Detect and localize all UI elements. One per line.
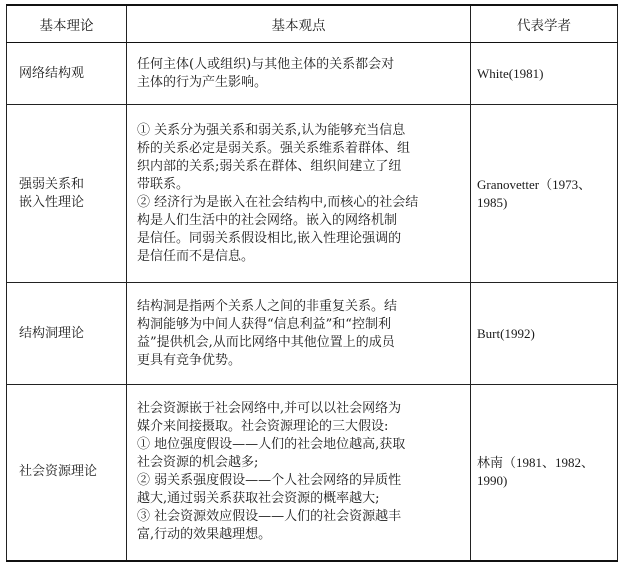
theory-cell xyxy=(7,385,127,561)
scholar-text: 1990) xyxy=(477,473,508,489)
scholar-cell xyxy=(471,283,618,385)
viewpoint-line: ② 弱关系强度假设——个人社会网络的异质性 xyxy=(137,473,402,489)
table-row xyxy=(7,43,618,105)
viewpoint-cell xyxy=(127,385,471,561)
theory-text: 强弱关系和 xyxy=(19,176,85,192)
theory-cell xyxy=(7,43,127,105)
scholar-cell xyxy=(471,105,618,283)
header-theory: 基本理论 xyxy=(7,5,127,43)
viewpoint-line: 带联系。 xyxy=(137,176,190,192)
scholar-cell xyxy=(471,385,618,561)
viewpoint-line: 富,行动的效果越理想。 xyxy=(137,527,272,543)
viewpoint-cell xyxy=(127,283,471,385)
viewpoint-line: ② 经济行为是嵌入在社会结构中,而核心的社会结 xyxy=(137,194,419,210)
header-viewpoint: 基本观点 xyxy=(127,5,471,43)
viewpoint-line: 构是人们生活中的社会网络。嵌入的网络机制 xyxy=(137,212,398,228)
viewpoint-line: 结构洞是指两个关系人之间的非重复关系。结 xyxy=(137,298,398,314)
viewpoint-line: 社会资源的机会越多; xyxy=(137,455,259,471)
viewpoint-cell xyxy=(127,43,471,105)
header-scholar: 代表学者 xyxy=(471,5,618,43)
viewpoint-line: 任何主体(人或组织)与其他主体的关系都会对 xyxy=(137,56,395,72)
viewpoint-line: ① 地位强度假设——人们的社会地位越高,获取 xyxy=(137,437,406,453)
viewpoint-line: 是信任。同弱关系假设相比,嵌入性理论强调的 xyxy=(137,230,402,246)
viewpoint-line: 织内部的关系;弱关系在群体、组织间建立了纽 xyxy=(137,158,402,174)
scholar-cell xyxy=(471,43,618,105)
viewpoint-line: 益”提供机会,从而比网络中其他位置上的成员 xyxy=(137,334,395,350)
theory-text: 网络结构观 xyxy=(19,65,85,81)
scholar-text: 1985) xyxy=(477,194,508,210)
viewpoint-line: ③ 社会资源效应假设——人们的社会资源越丰 xyxy=(137,509,402,525)
table-row xyxy=(7,105,618,283)
table-row xyxy=(7,283,618,385)
theory-text: 社会资源理论 xyxy=(19,464,98,480)
table-row xyxy=(7,385,618,561)
viewpoint-line: ① 关系分为强关系和弱关系,认为能够充当信息 xyxy=(137,122,406,138)
scholar-text: Burt(1992) xyxy=(477,325,535,341)
viewpoint-line: 媒介来间接摄取。社会资源理论的三大假设: xyxy=(137,419,389,435)
viewpoint-line: 主体的行为产生影响。 xyxy=(137,74,268,90)
scholar-text: Granovetter（1973、 xyxy=(477,176,592,192)
viewpoint-line: 构洞能够为中间人获得“信息利益”和“控制利 xyxy=(137,316,391,332)
theory-text: 嵌入性理论 xyxy=(19,194,85,210)
theory-text: 结构洞理论 xyxy=(19,325,85,341)
scholar-text: 林南（1981、1982、 xyxy=(477,455,595,471)
scholar-text: White(1981) xyxy=(477,65,544,81)
viewpoint-cell xyxy=(127,105,471,283)
theory-cell xyxy=(7,105,127,283)
viewpoint-line: 更具有竞争优势。 xyxy=(137,352,242,368)
theory-table-container xyxy=(6,4,617,562)
theory-cell xyxy=(7,283,127,385)
viewpoint-line: 越大,通过弱关系获取社会资源的概率越大; xyxy=(137,491,380,507)
viewpoint-line: 桥的关系必定是弱关系。强关系维系着群体、组 xyxy=(137,140,411,156)
table-header-row xyxy=(7,5,618,43)
viewpoint-line: 是信任而不是信息。 xyxy=(137,248,255,264)
viewpoint-line: 社会资源嵌于社会网络中,并可以以社会网络为 xyxy=(137,401,402,417)
theory-table xyxy=(6,4,618,562)
